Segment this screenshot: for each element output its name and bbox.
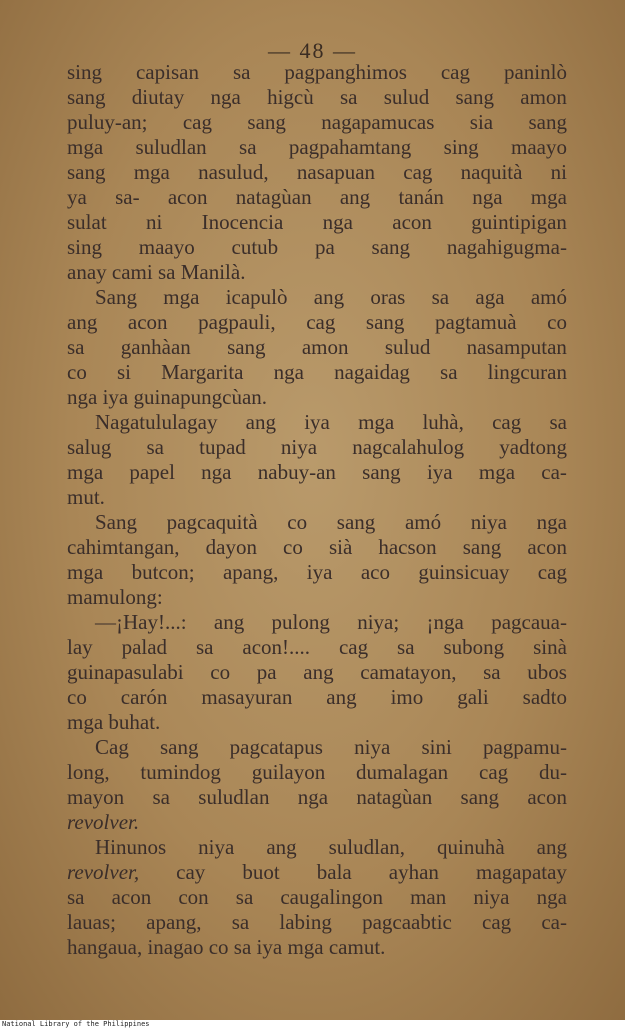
word: salug (67, 435, 112, 459)
word: cami (111, 260, 158, 284)
word: suludlan (198, 785, 270, 809)
word: maayo (511, 135, 567, 159)
text-line (67, 735, 567, 760)
word: sa (67, 335, 85, 359)
word: sa (157, 260, 181, 284)
word: sadto (522, 685, 567, 709)
word: buot (242, 860, 280, 884)
word: inagao (147, 935, 209, 959)
word: man (410, 885, 447, 909)
word: nagaidag (334, 360, 410, 384)
word: cag (440, 60, 471, 84)
word: co (283, 535, 303, 559)
word: papel (129, 460, 175, 484)
word: Margarita (161, 360, 244, 384)
text-line (67, 810, 567, 835)
word: gali (457, 685, 489, 709)
word: iya (304, 410, 330, 434)
word: carón (120, 685, 168, 709)
word: mga (287, 935, 329, 959)
text-line (67, 285, 567, 310)
text-line (67, 185, 567, 210)
word: aga (475, 285, 505, 309)
word: sia (469, 110, 494, 134)
word: si (116, 360, 131, 384)
word: sa (549, 410, 567, 434)
word: cag (306, 310, 336, 334)
word: maayo (138, 235, 195, 259)
word: niya (198, 835, 235, 859)
text-line (67, 560, 567, 585)
word: sa (440, 360, 458, 384)
word: mga (530, 185, 567, 209)
word: hangaua, (67, 935, 148, 959)
word: sang (371, 235, 411, 259)
word: iya (256, 935, 288, 959)
word: Sang (95, 285, 137, 309)
word: sing (67, 235, 103, 259)
word: amó (530, 285, 567, 309)
text-line (67, 685, 567, 710)
word: tanán (398, 185, 444, 209)
word: sang (336, 510, 376, 534)
word: nasamputan (466, 335, 567, 359)
word: cag (338, 635, 369, 659)
word: nga (210, 85, 241, 109)
word: sing (67, 60, 103, 84)
word: camut. (328, 935, 386, 959)
word: sa (431, 285, 450, 309)
word: mga (67, 560, 104, 584)
text-line (67, 435, 567, 460)
word: apang, (146, 910, 202, 934)
word: buhat. (108, 710, 161, 734)
text-line (67, 885, 567, 910)
word: ang (266, 835, 297, 859)
text-line (67, 710, 567, 735)
word: co (208, 935, 234, 959)
text-line (67, 510, 567, 535)
text-line (67, 785, 567, 810)
word: tupad (199, 435, 246, 459)
word: acon (111, 885, 152, 909)
word: amon (301, 335, 349, 359)
word: pa (256, 660, 277, 684)
word: oras (370, 285, 406, 309)
word: —¡Hay!...: (95, 610, 187, 634)
word: sa (195, 635, 214, 659)
word: sang (247, 110, 286, 134)
word: guinapungcùan. (133, 385, 268, 409)
word: mga (358, 410, 395, 434)
word: guinapasulabi (67, 660, 184, 684)
word: ca- (541, 460, 567, 484)
word: anay (67, 260, 112, 284)
text-line (67, 835, 567, 860)
page-number: — 48 — (268, 38, 357, 63)
word: dayon (205, 535, 257, 559)
word: cag (537, 560, 567, 584)
word: diutay (131, 85, 185, 109)
word: sulud (383, 85, 430, 109)
word: mut. (67, 485, 105, 509)
word: ni (550, 160, 567, 184)
word: capisan (135, 60, 199, 84)
word: co (67, 360, 87, 384)
word: sa (67, 885, 85, 909)
word: apang, (222, 560, 279, 584)
word: luhà, (422, 410, 464, 434)
word: sang (455, 85, 494, 109)
word: nga (201, 460, 232, 484)
word: pagcaua- (491, 610, 567, 634)
word: ayhan (388, 860, 439, 884)
word: sang (362, 460, 401, 484)
word: nga (322, 210, 353, 234)
word: sià (328, 535, 353, 559)
word: long, (67, 760, 110, 784)
word: sing (443, 135, 479, 159)
word: ¡nga (426, 610, 464, 634)
text-line (67, 85, 567, 110)
word: cag (479, 760, 509, 784)
word: co (287, 510, 308, 534)
word: pagcaabtic (362, 910, 452, 934)
word: sang (67, 85, 106, 109)
word: hacson (378, 535, 437, 559)
word: pagcaquità (166, 510, 258, 534)
word: pagpahamtang (288, 135, 412, 159)
word: amó (404, 510, 442, 534)
word: niya (470, 510, 507, 534)
word: acon!.... (242, 635, 311, 659)
text-line (67, 660, 567, 685)
word: acon (527, 535, 567, 559)
word: iya (426, 460, 453, 484)
word: niya (280, 435, 318, 459)
word: nga (297, 785, 329, 809)
word: ni (146, 210, 163, 234)
word: lingcuran (487, 360, 567, 384)
word: camatayon, (360, 660, 457, 684)
word: iya (306, 560, 333, 584)
text-line (67, 860, 567, 885)
word: Cag (95, 735, 129, 759)
word: sini (421, 735, 452, 759)
word: sa (483, 660, 501, 684)
word: niya (473, 885, 510, 909)
word: sang (67, 160, 106, 184)
word: pagpauli, (198, 310, 276, 334)
word: pagpanghimos (284, 60, 407, 84)
word: iya (102, 385, 134, 409)
word: pagpamu- (482, 735, 567, 759)
word: acon (167, 185, 208, 209)
word: pa (314, 235, 335, 259)
word: naquità (460, 160, 523, 184)
word: co (67, 685, 87, 709)
word: ang (536, 835, 567, 859)
text-line (67, 535, 567, 560)
word: ya (67, 185, 87, 209)
word: sang (227, 335, 266, 359)
text-line (67, 235, 567, 260)
text-line (67, 210, 567, 235)
text-line (67, 360, 567, 385)
word: tumindog (140, 760, 221, 784)
word: ang (245, 410, 276, 434)
word: ang (303, 660, 334, 684)
word: natagùan (356, 785, 433, 809)
word: ganhàan (120, 335, 191, 359)
text-line (67, 935, 567, 960)
text-line (67, 460, 567, 485)
word: mamulong: (67, 585, 163, 609)
word: nga (536, 510, 567, 534)
word: sa (232, 60, 251, 84)
text-line (67, 635, 567, 660)
word: mga (67, 710, 109, 734)
word: sa (397, 635, 415, 659)
word: labing (279, 910, 332, 934)
text-line (67, 485, 567, 510)
word: butcon; (131, 560, 195, 584)
word: sa (231, 910, 250, 934)
text-line (67, 760, 567, 785)
word: sa- (115, 185, 140, 209)
word: ang (326, 685, 357, 709)
word: cahimtangan, (67, 535, 180, 559)
word: cutub (231, 235, 279, 259)
word: du- (538, 760, 567, 784)
text-line (67, 410, 567, 435)
text-line (67, 910, 567, 935)
word: subong (443, 635, 505, 659)
word: revolver, (67, 860, 140, 884)
word: masayuran (201, 685, 293, 709)
word: sulat (67, 210, 107, 234)
word: palad (121, 635, 168, 659)
word: natagùan (235, 185, 312, 209)
word: sulud (384, 335, 431, 359)
word: mga (133, 160, 170, 184)
word: acon (127, 310, 168, 334)
word: sa (339, 85, 358, 109)
word: ang (339, 185, 371, 209)
word: revolver. (67, 810, 140, 834)
word: nga (67, 385, 103, 409)
word: aco (360, 560, 390, 584)
word: sa (152, 785, 170, 809)
word: cag (182, 110, 213, 134)
text-line (67, 60, 567, 85)
word: nagahigugma- (446, 235, 567, 259)
text-line (67, 585, 567, 610)
word: sa (146, 435, 164, 459)
word: suludlan, (328, 835, 406, 859)
word: nagcalahulog (352, 435, 465, 459)
word: Hinunos (95, 835, 167, 859)
word: cag (403, 160, 433, 184)
word: mga (478, 460, 516, 484)
word: icapulò (225, 285, 288, 309)
word: Manilà. (180, 260, 246, 284)
word: sa (235, 885, 254, 909)
word: nagapamucas (321, 110, 435, 134)
word: guintipigan (471, 210, 567, 234)
word: ang (213, 610, 245, 634)
word: imo (390, 685, 424, 709)
word: yadtong (499, 435, 567, 459)
word: cag (482, 910, 512, 934)
word: Sang (95, 510, 137, 534)
body-text (67, 60, 567, 960)
word: dumalagan (356, 760, 449, 784)
word: con (178, 885, 209, 909)
word: niya; (357, 610, 400, 634)
word: co (210, 660, 231, 684)
word: Nagatululagay (95, 410, 218, 434)
word: nabuy-an (257, 460, 336, 484)
word: nasapuan (296, 160, 376, 184)
word: amon (520, 85, 567, 109)
text-line (67, 110, 567, 135)
word: guinsicuay (418, 560, 510, 584)
word: sinà (533, 635, 567, 659)
text-line (67, 160, 567, 185)
word: lay (67, 635, 93, 659)
word: pagcatapus (229, 735, 323, 759)
word: magapatay (475, 860, 567, 884)
word: acon (392, 210, 432, 234)
word: cag (492, 410, 522, 434)
word: co (547, 310, 567, 334)
word: nga (536, 885, 567, 909)
word: nasulud, (198, 160, 269, 184)
word: higcù (267, 85, 314, 109)
text-line (67, 135, 567, 160)
footer-credit: National Library of the Philippines (0, 1020, 625, 1028)
word: mga (163, 285, 200, 309)
text-line (67, 260, 567, 285)
word: paninlò (503, 60, 567, 84)
text-line (67, 385, 567, 410)
word: sa (239, 135, 257, 159)
word: sang (460, 785, 500, 809)
word: acon (527, 785, 567, 809)
word: sang (462, 535, 502, 559)
word: niya (354, 735, 391, 759)
word: mga (67, 460, 104, 484)
word: puluy-an; (67, 110, 148, 134)
word: pagtamuà (434, 310, 517, 334)
word: guilayon (251, 760, 326, 784)
word: Inocencia (201, 210, 284, 234)
word: nga (273, 360, 304, 384)
word: ubos (527, 660, 567, 684)
word: mga (67, 135, 104, 159)
text-line (67, 335, 567, 360)
word: pulong (271, 610, 330, 634)
word: cay (176, 860, 206, 884)
text-line (67, 610, 567, 635)
word: nga (472, 185, 503, 209)
word: sang (160, 735, 199, 759)
word: sa (233, 935, 257, 959)
word: ca- (541, 910, 567, 934)
word: quinuhà (437, 835, 505, 859)
word: lauas; (67, 910, 116, 934)
word: sang (365, 310, 405, 334)
word: caugalingon (280, 885, 383, 909)
text-line (67, 310, 567, 335)
word: ang (67, 310, 98, 334)
word: ang (313, 285, 345, 309)
word: mayon (67, 785, 125, 809)
word: suludlan (135, 135, 207, 159)
word: bala (316, 860, 352, 884)
word: sang (528, 110, 567, 134)
